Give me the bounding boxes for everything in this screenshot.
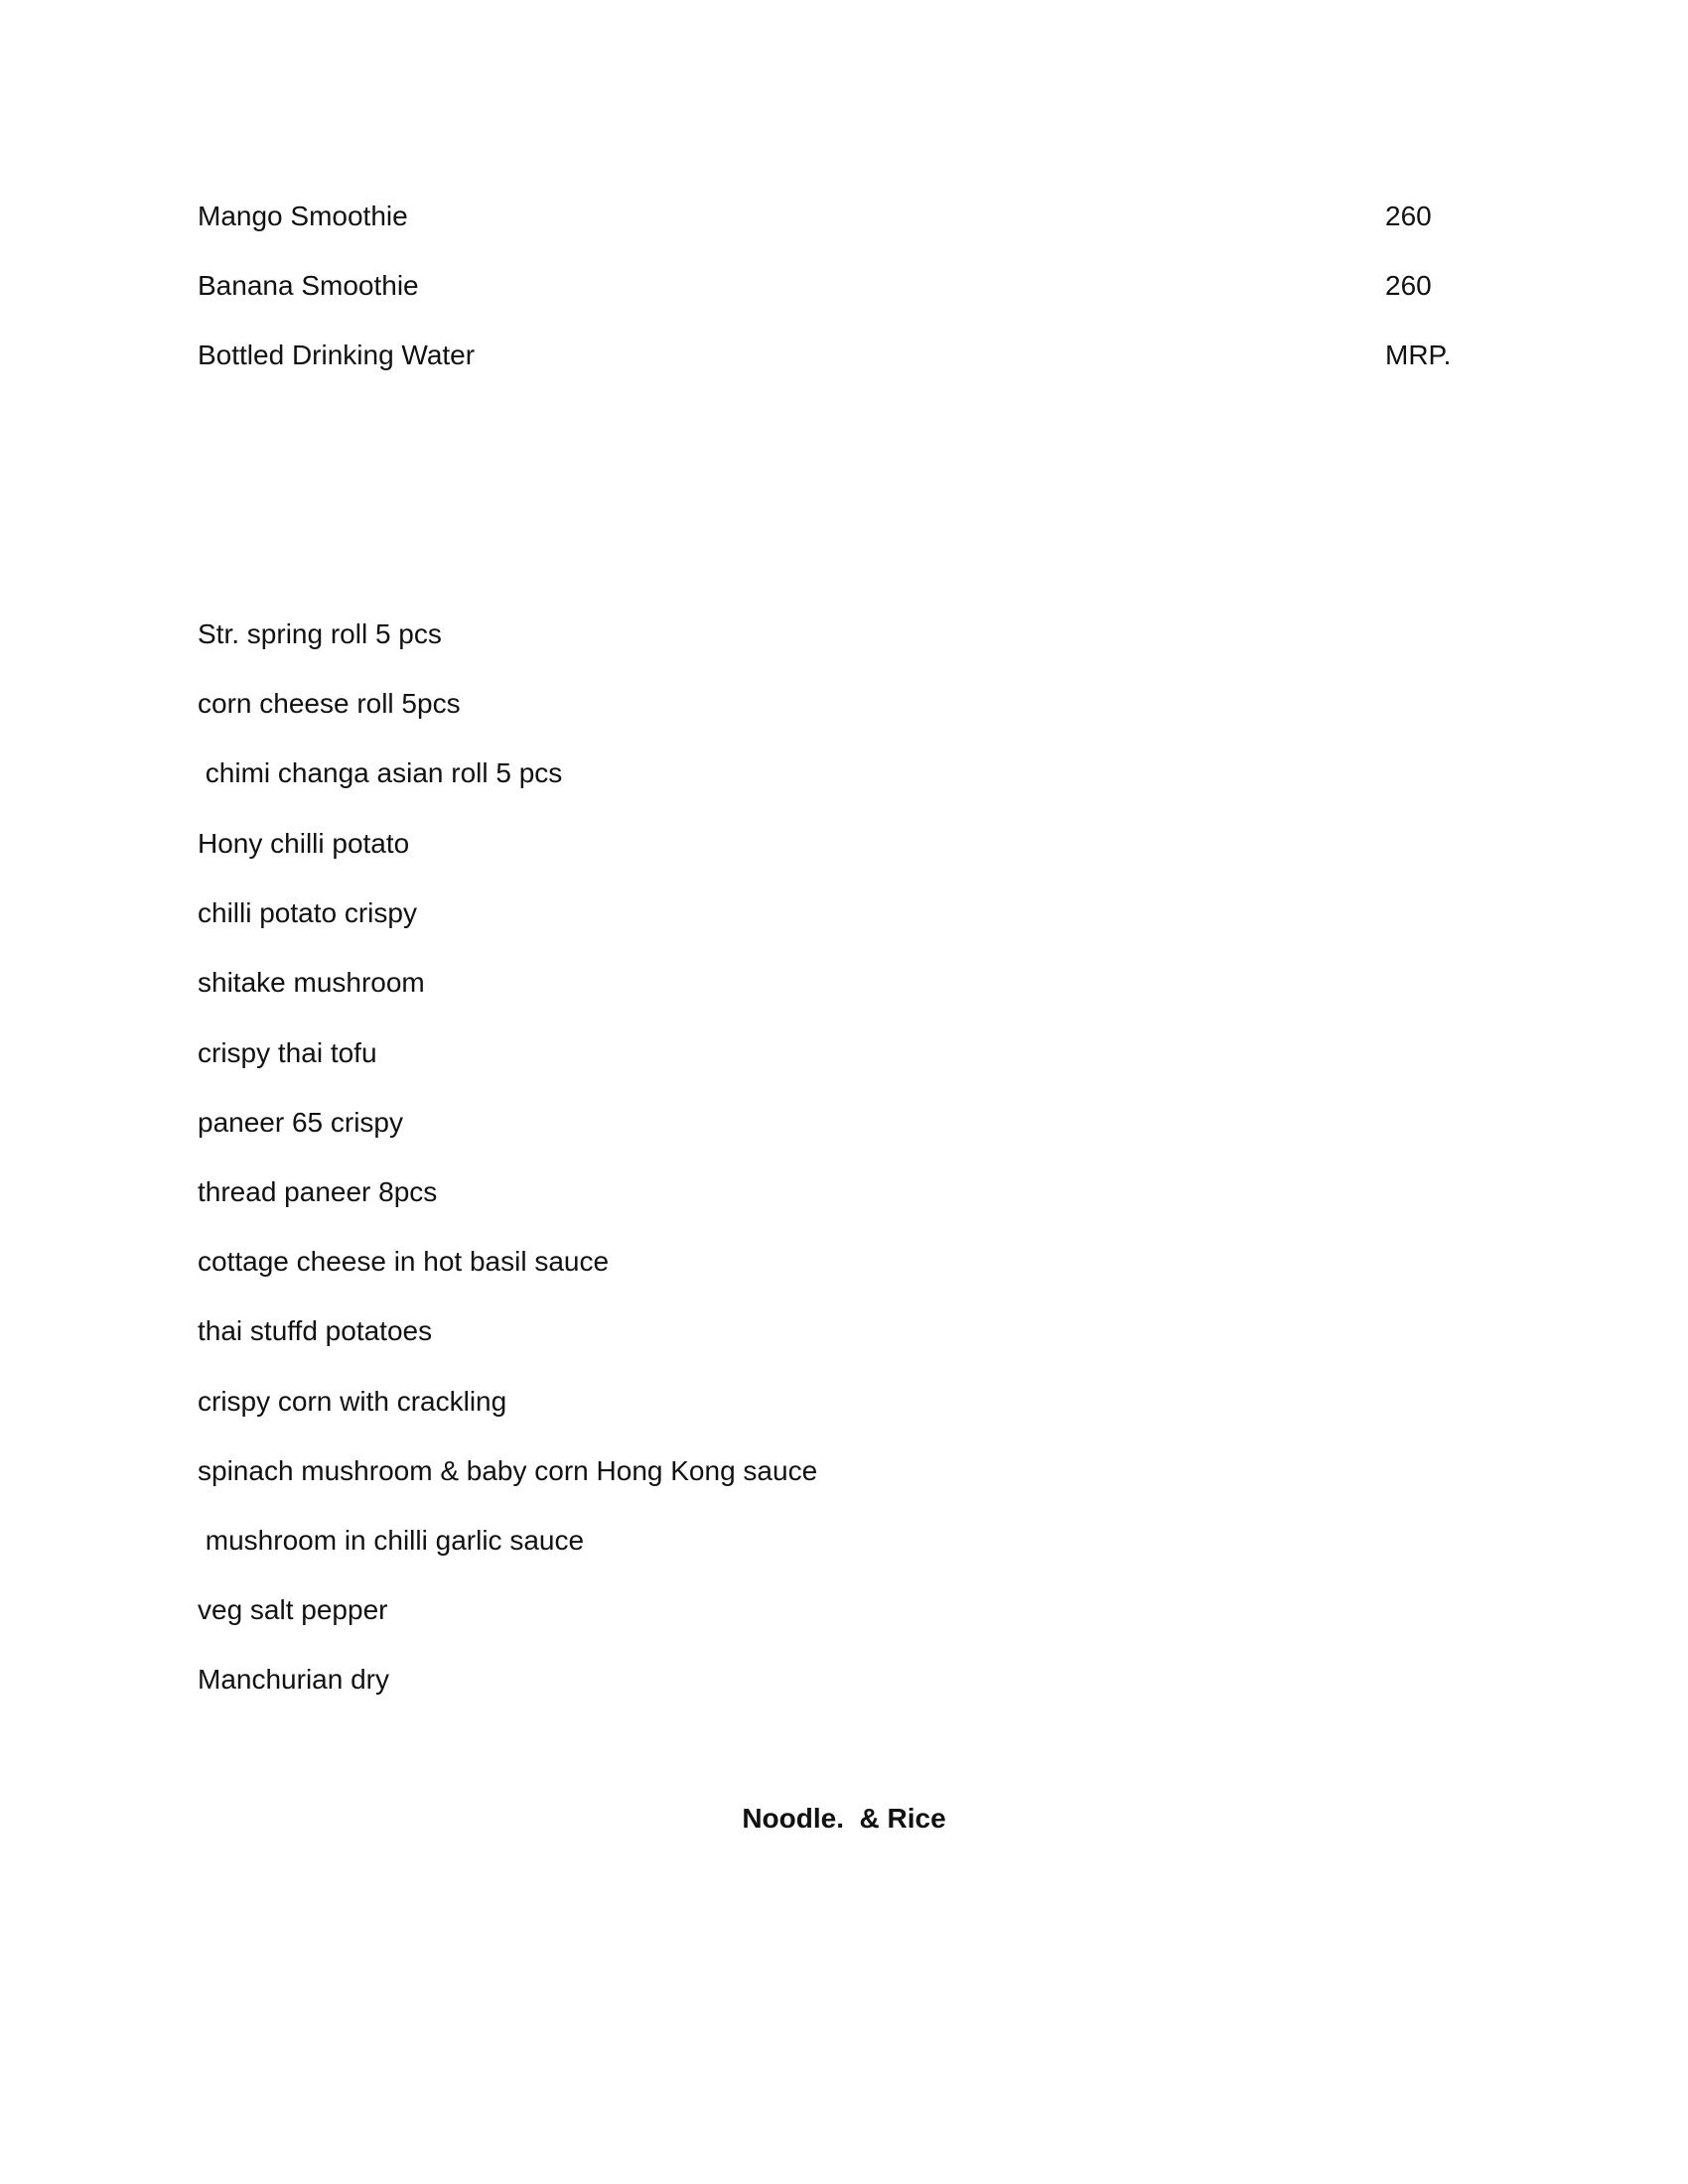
- starter-item: Manchurian dry: [198, 1664, 389, 1695]
- starter-item: Hony chilli potato: [198, 828, 410, 859]
- starter-item: chimi changa asian roll 5 pcs: [198, 757, 563, 788]
- starter-item: corn cheese roll 5pcs: [198, 688, 461, 719]
- starter-item: veg salt pepper: [198, 1594, 388, 1625]
- drink-item-name: Banana Smoothie: [198, 270, 419, 301]
- drink-item-price: 260: [1385, 201, 1432, 231]
- drink-item-price: 260: [1385, 270, 1432, 301]
- starter-item: thread paneer 8pcs: [198, 1176, 438, 1207]
- drink-item-name: Bottled Drinking Water: [198, 340, 476, 370]
- starter-item: cottage cheese in hot basil sauce: [198, 1246, 610, 1277]
- starter-item: Str. spring roll 5 pcs: [198, 618, 442, 649]
- starter-item: thai stuffd potatoes: [198, 1315, 433, 1346]
- starter-item: spinach mushroom & baby corn Hong Kong sauce: [198, 1455, 818, 1486]
- starter-item: crispy corn with crackling: [198, 1386, 507, 1417]
- starter-item: shitake mushroom: [198, 967, 425, 998]
- starter-item: crispy thai tofu: [198, 1037, 377, 1068]
- starter-item: paneer 65 crispy: [198, 1107, 404, 1138]
- drink-item-name: Mango Smoothie: [198, 201, 408, 231]
- drink-item-price: MRP.: [1385, 340, 1452, 370]
- section-heading-noodle-rice: Noodle. & Rice: [742, 1803, 946, 1834]
- starter-item: mushroom in chilli garlic sauce: [198, 1525, 585, 1556]
- starter-item: chilli potato crispy: [198, 897, 417, 928]
